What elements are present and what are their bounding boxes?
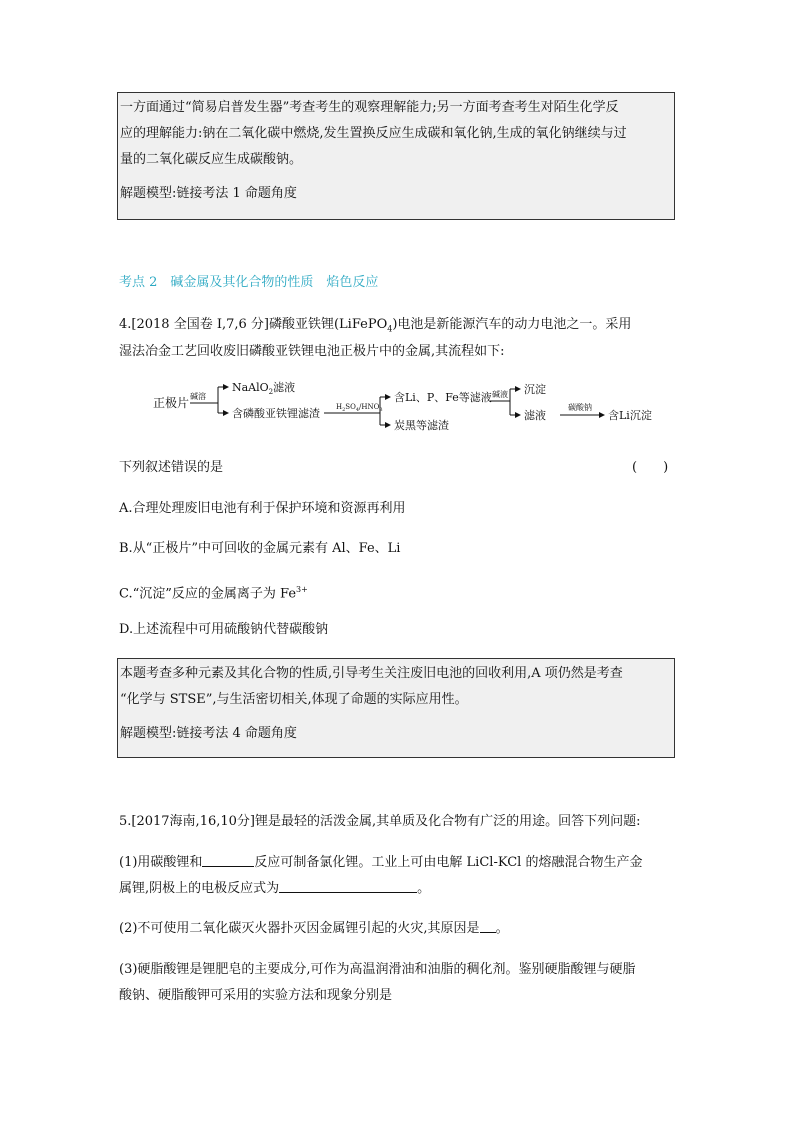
- q4-prompt: 下列叙述错误的是: [119, 460, 224, 475]
- answer-blank[interactable]: [279, 879, 417, 893]
- process-flowchart: [140, 375, 700, 445]
- q5-stem: 5.[2017海南,16,10分]锂是最轻的活泼金属,其单质及化合物有广泛的用途。回答下列问题:: [119, 814, 641, 829]
- analysis-box-2: [117, 658, 675, 758]
- q5-part1-line1: (1)用碳酸锂和 反应可制备氯化锂。工业上可由电解 LiCl-KCl 的熔融混合物生产金: [119, 855, 643, 870]
- flow-filtrate: 含Li、P、Fe等滤液: [394, 391, 492, 404]
- flow-product: 含Li沉淀: [608, 409, 652, 422]
- q4-option-c: C.“沉淀”反应的金属离子为 $Fe^{3+}$: [119, 585, 308, 602]
- analysis-text: 量的二氧化碳反应生成碳酸钠。: [120, 152, 303, 167]
- solution-model: 解题模型:链接考法 1 命题角度: [120, 186, 297, 201]
- q4-option-b: B.从“正极片”中可回收的金属元素有 Al、Fe、Li: [119, 541, 401, 556]
- flow-branch2: 含磷酸亚铁锂滤渣: [232, 407, 320, 420]
- section-title: 考点 2 碱金属及其化合物的性质 焰色反应: [119, 275, 379, 290]
- analysis-text: 一方面通过“简易启普发生器”考查考生的观察理解能力;另一方面考查考生对陌生化学反: [120, 100, 619, 115]
- analysis-text: 应的理解能力:钠在二氧化碳中燃烧,发生置换反应生成碳和氧化钠,生成的氧化钠继续与过: [120, 126, 627, 141]
- analysis-text: 本题考查多种元素及其化合物的性质,引导考生关注废旧电池的回收利用,A 项仍然是考查: [120, 666, 623, 681]
- q5-part3-line1: (3)硬脂酸锂是锂肥皂的主要成分,可作为高温润滑油和油脂的稠化剂。鉴别硬脂酸锂与硬脂: [119, 962, 636, 977]
- flow-step4-label: 碳酸钠: [568, 403, 592, 412]
- flow-filtrate2: 滤液: [524, 409, 546, 422]
- analysis-text: “化学与 STSE”,与生活密切相关,体现了命题的实际应用性。: [120, 692, 468, 707]
- flow-residue: 炭黑等滤渣: [394, 419, 449, 432]
- q4-answer-paren: ( ): [632, 460, 669, 475]
- flow-precipitate: 沉淀: [524, 383, 546, 396]
- answer-blank[interactable]: [202, 853, 254, 867]
- flow-start: 正极片: [153, 396, 190, 410]
- q5-part1-line2: 属锂,阴极上的电极反应式为 。: [119, 881, 431, 896]
- flow-branch1: NaAlO$_2$滤液: [232, 381, 296, 396]
- q4-option-a: A.合理处理废旧电池有利于保护环境和资源再利用: [119, 501, 406, 516]
- q5-part3-line2: 酸钠、硬脂酸钾可采用的实验方法和现象分别是: [119, 988, 393, 1003]
- q4-stem-line2: 湿法冶金工艺回收废旧磷酸亚铁锂电池正极片中的金属,其流程如下:: [119, 344, 505, 359]
- answer-blank[interactable]: [480, 919, 496, 933]
- flow-step1-label: 碱溶: [190, 392, 206, 401]
- analysis-box-1: [117, 92, 675, 220]
- q4-stem-line1: 4.[2018 全国卷 Ⅰ,7,6 分]磷酸亚铁锂(LiFePO$_4$)电池是新能源汽车的动力电池之一。采用: [119, 317, 632, 334]
- q4-option-d: D.上述流程中可用硫酸钠代替碳酸钠: [119, 622, 329, 637]
- q5-part2: (2)不可使用二氧化碳灭火器扑灭因金属锂引起的火灾,其原因是 。: [119, 921, 509, 936]
- flow-step3-label: 碱液: [492, 390, 508, 399]
- solution-model: 解题模型:链接考法 4 命题角度: [120, 726, 297, 741]
- flow-reagent: $H_2SO_4/HNO_3$: [336, 403, 383, 413]
